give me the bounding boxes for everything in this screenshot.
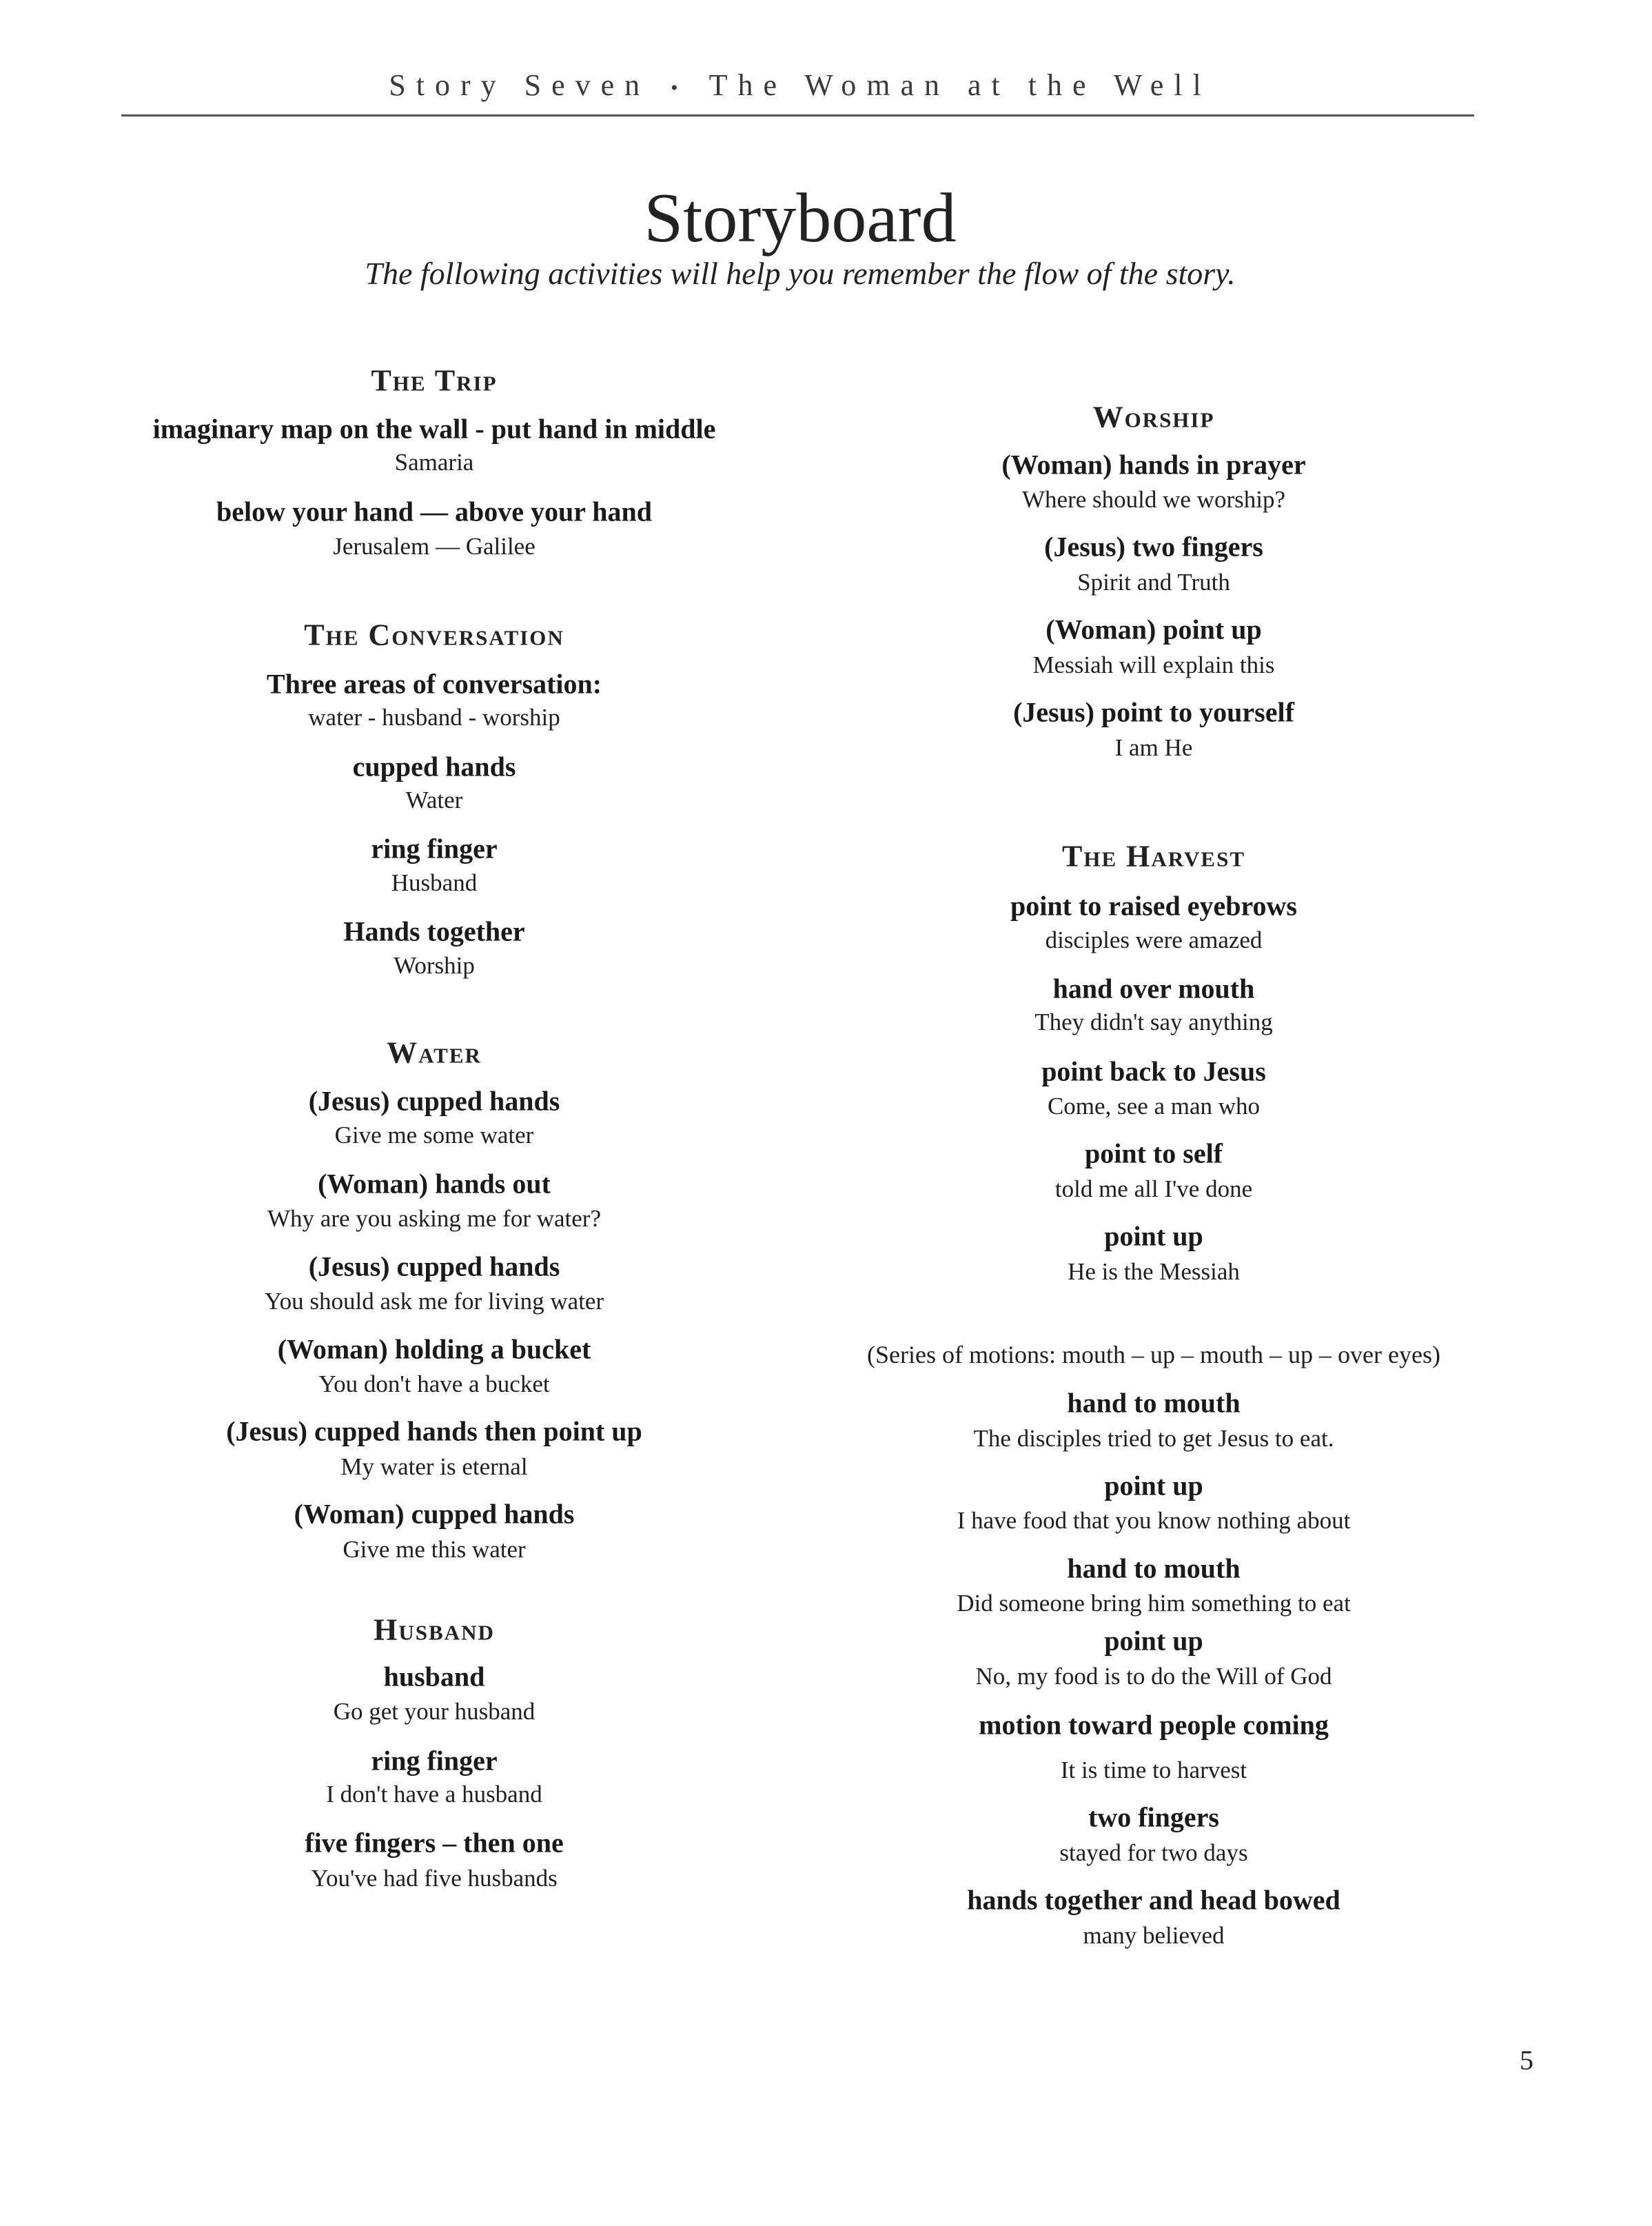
motion-meaning: Come, see a man who xyxy=(1047,1093,1261,1120)
motion-action: two fingers xyxy=(1088,1801,1219,1833)
motion-meaning: It is time to harvest xyxy=(1060,1757,1247,1783)
motion-meaning: Where should we worship? xyxy=(1022,486,1285,513)
motion-action: point back to Jesus xyxy=(1041,1055,1266,1087)
section-heading: Worship xyxy=(1092,400,1215,434)
motion-action: (Jesus) cupped hands xyxy=(308,1085,560,1117)
motion-action: (Woman) hands out xyxy=(318,1168,551,1200)
page-number: 5 xyxy=(1520,2045,1533,2076)
motion-action: (Jesus) point to yourself xyxy=(1013,696,1294,728)
motion-action: hand to mouth xyxy=(1067,1387,1241,1419)
motion-meaning: water - husband - worship xyxy=(308,704,560,731)
header-separator: • xyxy=(671,76,689,99)
motion-action: husband xyxy=(383,1661,485,1692)
motion-meaning: Did someone bring him something to eat xyxy=(957,1590,1351,1617)
page-subtitle: The following activities will help you remember the flow of the story. xyxy=(365,256,1236,291)
motion-action: (Woman) cupped hands xyxy=(294,1498,575,1530)
motion-meaning: He is the Messiah xyxy=(1068,1258,1240,1285)
motion-meaning: Water xyxy=(405,787,463,813)
motion-action: Three areas of conversation: xyxy=(266,668,602,700)
motion-meaning: Jerusalem — Galilee xyxy=(333,533,536,560)
motion-action: cupped hands xyxy=(352,751,516,782)
motion-meaning: Husband xyxy=(391,869,478,896)
motion-meaning: They didn't say anything xyxy=(1034,1009,1273,1035)
motion-meaning: Why are you asking me for water? xyxy=(267,1205,601,1232)
motion-action: hand over mouth xyxy=(1052,973,1255,1004)
motion-meaning: many believed xyxy=(1083,1922,1225,1949)
motion-action: point up xyxy=(1104,1625,1203,1657)
motion-meaning: The disciples tried to get Jesus to eat. xyxy=(973,1425,1334,1452)
motion-action: (Woman) hands in prayer xyxy=(1001,449,1306,480)
motion-action: (Jesus) two fingers xyxy=(1044,531,1263,563)
motion-meaning: Spirit and Truth xyxy=(1077,569,1230,596)
motion-meaning: I am He xyxy=(1114,734,1193,761)
section-heading: Water xyxy=(387,1035,482,1070)
section-heading: Husband xyxy=(374,1612,495,1647)
motion-action: below your hand — above your hand xyxy=(216,496,653,527)
motion-meaning: My water is eternal xyxy=(340,1453,528,1480)
motion-action: hand to mouth xyxy=(1067,1552,1241,1584)
motion-action: (Woman) holding a bucket xyxy=(277,1333,591,1365)
motion-action: point to self xyxy=(1085,1137,1223,1169)
header-story: Story Seven xyxy=(389,68,651,102)
motion-meaning: Worship xyxy=(394,952,475,979)
motion-action: Hands together xyxy=(343,915,525,947)
motion-action: ring finger xyxy=(371,1745,498,1777)
motion-meaning: I don't have a husband xyxy=(326,1781,542,1808)
header-story-title: The Woman at the Well xyxy=(708,68,1212,102)
page-title: Storyboard xyxy=(644,179,957,257)
section-heading: The Conversation xyxy=(304,618,564,652)
motion-meaning: Give me some water xyxy=(334,1122,534,1149)
motion-action: (Jesus) cupped hands xyxy=(308,1251,560,1282)
motion-meaning: told me all I've done xyxy=(1054,1175,1253,1202)
motion-meaning: Go get your husband xyxy=(333,1698,536,1725)
motion-action: motion toward people coming xyxy=(979,1709,1329,1741)
section-heading: The Trip xyxy=(371,363,498,398)
motion-action: five fingers – then one xyxy=(305,1827,564,1859)
motion-meaning: I have food that you know nothing about xyxy=(957,1507,1351,1534)
motion-meaning: Give me this water xyxy=(343,1536,526,1563)
motion-meaning: You've had five husbands xyxy=(311,1865,558,1892)
motion-action: point up xyxy=(1104,1220,1203,1252)
motion-meaning: You don't have a bucket xyxy=(318,1370,550,1397)
section-heading: The Harvest xyxy=(1061,839,1246,873)
motion-meaning: disciples were amazed xyxy=(1045,927,1263,953)
motion-action: imaginary map on the wall - put hand in middle xyxy=(152,413,716,445)
motion-action: ring finger xyxy=(371,833,498,864)
motion-meaning: You should ask me for living water xyxy=(264,1288,604,1315)
motion-meaning: Samaria xyxy=(394,449,474,476)
motion-action: point up xyxy=(1104,1470,1203,1501)
section-note: (Series of motions: mouth – up – mouth – up – over eyes) xyxy=(867,1341,1440,1368)
running-header xyxy=(0,68,1600,103)
header-rule xyxy=(121,114,1474,117)
motion-meaning: Messiah will explain this xyxy=(1032,651,1275,678)
motion-meaning: stayed for two days xyxy=(1059,1839,1248,1866)
motion-action: point to raised eyebrows xyxy=(1010,890,1297,922)
motion-action: (Jesus) cupped hands then point up xyxy=(226,1415,642,1447)
motion-action: (Woman) point up xyxy=(1046,614,1262,645)
motion-action: hands together and head bowed xyxy=(967,1884,1340,1916)
motion-meaning: No, my food is to do the Will of God xyxy=(975,1663,1332,1690)
